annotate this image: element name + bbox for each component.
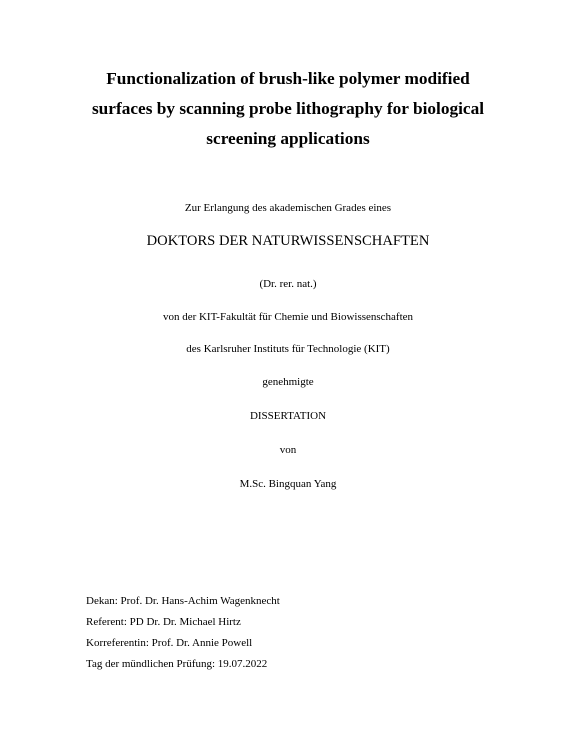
- thesis-title-line-2: surfaces by scanning probe lithography for biological: [91, 99, 485, 118]
- approved-line: genehmigte: [262, 376, 314, 388]
- degree-name: DOKTORS DER NATURWISSENSCHAFTEN: [146, 233, 430, 249]
- dean-line: Dekan: Prof. Dr. Hans-Achim Wagenknecht: [86, 595, 280, 607]
- faculty-line: von der KIT-Fakultät für Chemie und Biowissenschaften: [162, 311, 414, 323]
- by-line: von: [279, 444, 297, 456]
- author-name: M.Sc. Bingquan Yang: [239, 478, 337, 490]
- degree-abbreviation: (Dr. rer. nat.): [259, 278, 317, 290]
- institute-line: des Karlsruher Instituts für Technologie (KIT): [186, 343, 390, 355]
- exam-date-line: Tag der mündlichen Prüfung: 19.07.2022: [86, 658, 268, 670]
- document-type: DISSERTATION: [249, 410, 327, 422]
- thesis-title-line-1: Functionalization of brush-like polymer modified: [106, 69, 470, 88]
- degree-intro: Zur Erlangung des akademischen Grades eines: [184, 202, 392, 214]
- thesis-title-line-3: screening applications: [206, 129, 370, 148]
- thesis-title: [60, 64, 516, 154]
- committee-info: [86, 591, 280, 675]
- referee-line: Referent: PD Dr. Dr. Michael Hirtz: [86, 616, 241, 628]
- coreferee-line: Korreferentin: Prof. Dr. Annie Powell: [86, 637, 253, 649]
